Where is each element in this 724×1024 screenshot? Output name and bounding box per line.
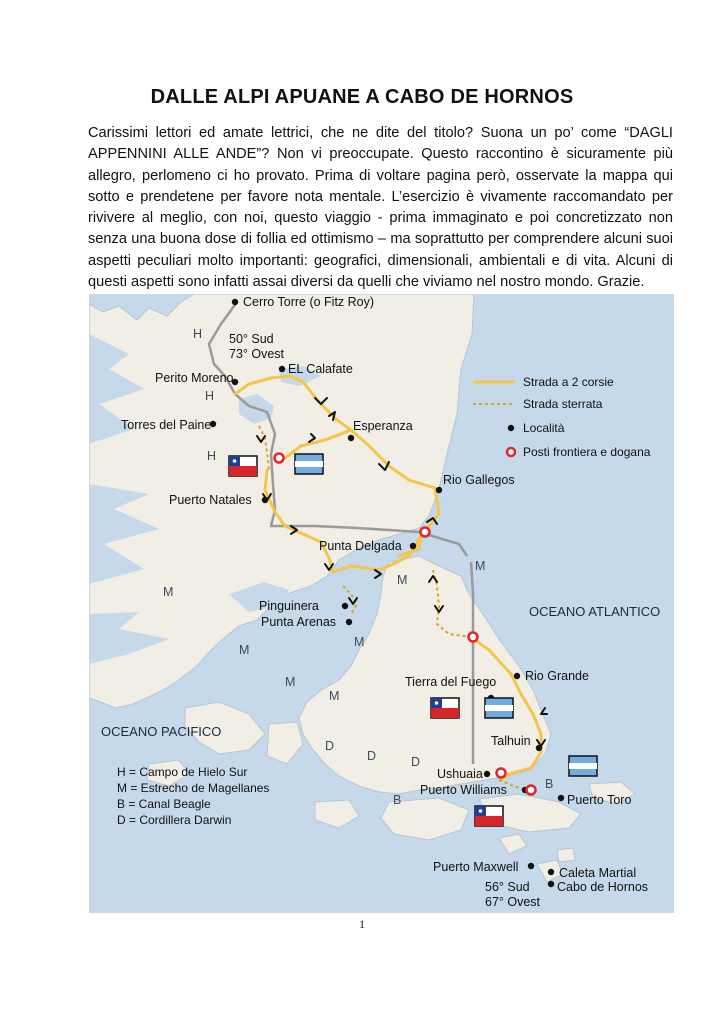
region-code-h: H bbox=[193, 327, 203, 341]
customs-post-icon bbox=[507, 448, 515, 456]
label-pinguinera: Pinguinera bbox=[259, 599, 319, 613]
label-coord-bottom-lat: 56° Sud bbox=[485, 880, 530, 894]
label-tierra-del-fuego: Tierra del Fuego bbox=[405, 675, 497, 689]
label-puerto-toro: Puerto Toro bbox=[567, 793, 632, 807]
label-coord-bottom-lon: 67° Ovest bbox=[485, 895, 541, 909]
label-cabo-de-hornos: Cabo de Hornos bbox=[557, 880, 649, 894]
key-line: D = Cordillera Darwin bbox=[117, 813, 232, 827]
key-line: M = Estrecho de Magellanes bbox=[117, 781, 270, 795]
argentina-flag-icon bbox=[569, 756, 597, 776]
chile-flag-icon bbox=[475, 806, 503, 826]
island bbox=[557, 848, 575, 862]
legend-paved-road-label: Strada a 2 corsie bbox=[523, 375, 614, 389]
label-esperanza: Esperanza bbox=[353, 419, 413, 433]
label-pacific-ocean: OCEANO PACIFICO bbox=[101, 724, 222, 739]
label-coord-top-lon: 73° Ovest bbox=[229, 347, 285, 361]
locality-dot-icon bbox=[508, 425, 514, 431]
document-title: DALLE ALPI APUANE A CABO DE HORNOS bbox=[150, 86, 574, 108]
region-code-m: M bbox=[354, 635, 365, 649]
region-code-d: D bbox=[367, 749, 377, 763]
page-number: 1 bbox=[359, 917, 365, 931]
legend-locality-label: Località bbox=[523, 421, 565, 435]
legend-customs-label: Posti frontiera e dogana bbox=[523, 445, 651, 459]
region-code-b: B bbox=[545, 777, 554, 791]
label-punta-delgada: Punta Delgada bbox=[319, 539, 402, 553]
label-perito-moreno: Perito Moreno bbox=[155, 371, 234, 385]
argentina-flag-icon bbox=[485, 698, 513, 718]
region-code-d: D bbox=[325, 739, 335, 753]
label-punta-arenas: Punta Arenas bbox=[261, 615, 337, 629]
label-cerro-torre: Cerro Torre (o Fitz Roy) bbox=[243, 295, 375, 309]
label-rio-grande: Rio Grande bbox=[525, 669, 589, 683]
region-code-h: H bbox=[207, 449, 217, 463]
region-code-b: B bbox=[393, 793, 402, 807]
label-atlantic-ocean: OCEANO ATLANTICO bbox=[529, 604, 661, 619]
label-caleta-martial: Caleta Martial bbox=[559, 866, 637, 880]
chile-flag-icon bbox=[431, 698, 459, 718]
region-code-m: M bbox=[285, 675, 296, 689]
label-torres-del-paine: Torres del Paine bbox=[121, 418, 212, 432]
region-code-m: M bbox=[163, 585, 174, 599]
region-code-h: H bbox=[205, 389, 215, 403]
label-puerto-natales: Puerto Natales bbox=[169, 493, 252, 507]
key-line: H = Campo de Hielo Sur bbox=[117, 765, 248, 779]
label-puerto-williams: Puerto Williams bbox=[420, 783, 507, 797]
legend-gravel-road-label: Strada sterrata bbox=[523, 397, 603, 411]
region-code-d: D bbox=[411, 755, 421, 769]
chile-flag-icon bbox=[229, 456, 257, 476]
key-line: B = Canal Beagle bbox=[117, 797, 211, 811]
intro-paragraph: Carissimi lettori ed amate lettrici, che ne dite del titolo? Suona un po’ come “DAGLI APPENNINI ALLE ANDE”? Non vi preoccupate. Questo raccontino è sicuramente più allegro, perlomeno ci ho provato. Prima di voltare pagina però, osservate la mappa qui sotto e prendetene per favore nota mentale. L’esercizio è vivamente raccomandato per rivivere al meglio, con noi, questo viaggio - prima immaginato e poi concretizzato non senza una buona dose di follia ed ottimismo – ma soprattutto per comprendere alcuni suoi aspetti peculiari molto importanti: geografici, dimensionali, ambientali e di vita. Alcuni di questi aspetti sono infatti assai diversi da quelli che viviamo nel nostro mondo. Grazie. bbox=[88, 125, 673, 291]
label-puerto-maxwell: Puerto Maxwell bbox=[433, 860, 519, 874]
route-map bbox=[89, 294, 674, 913]
label-coord-top-lat: 50° Sud bbox=[229, 332, 274, 346]
region-code-m: M bbox=[397, 573, 408, 587]
label-talhuin: Talhuin bbox=[491, 734, 531, 748]
region-code-m: M bbox=[329, 689, 340, 703]
label-el-calafate: EL Calafate bbox=[288, 362, 353, 376]
label-rio-gallegos: Rio Gallegos bbox=[443, 473, 515, 487]
region-code-m: M bbox=[239, 643, 250, 657]
argentina-flag-icon bbox=[295, 454, 323, 474]
region-code-m: M bbox=[475, 559, 486, 573]
label-ushuaia: Ushuaia bbox=[437, 767, 483, 781]
